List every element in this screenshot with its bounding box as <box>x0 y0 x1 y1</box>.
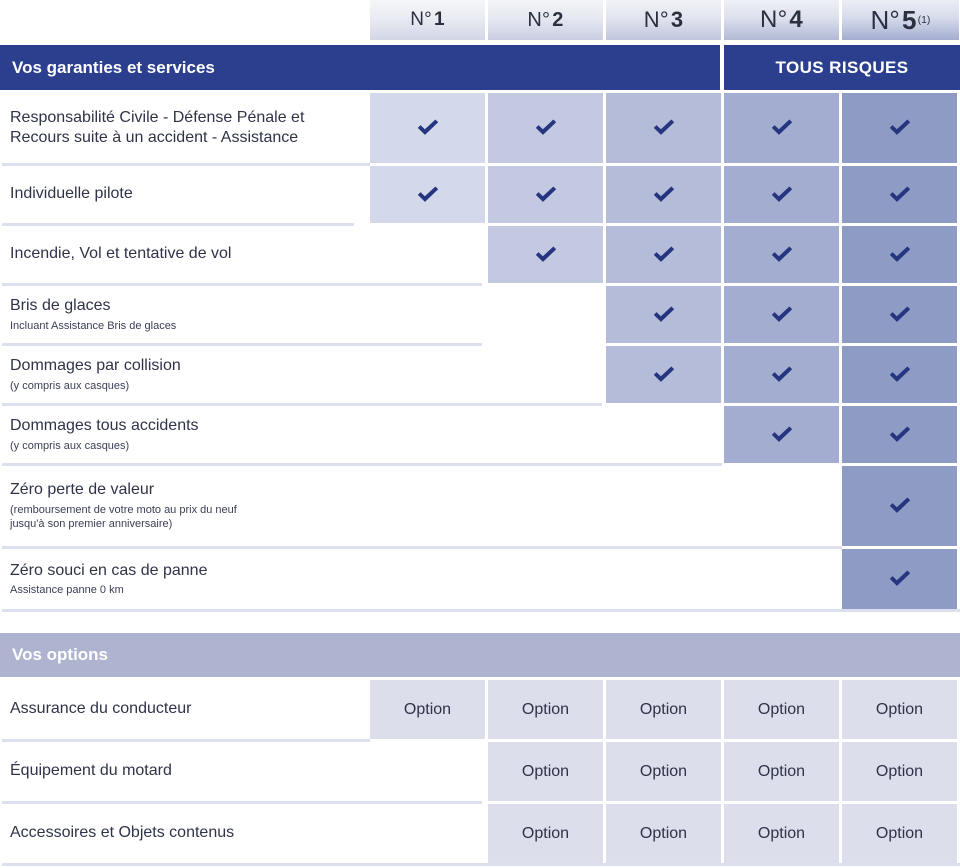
row-sublabel: Incluant Assistance Bris de glaces <box>10 319 177 332</box>
options-title-band <box>0 633 960 677</box>
option-label-cell <box>0 680 370 739</box>
column-header-5 <box>842 0 959 40</box>
check-cell <box>724 346 839 403</box>
check-cell <box>488 226 603 283</box>
option-cell: Option <box>488 742 603 801</box>
empty-cell <box>724 549 839 609</box>
check-icon <box>769 115 795 141</box>
column-header-5-footnote: (1) <box>917 14 931 26</box>
option-label: Équipement du motard <box>10 762 172 780</box>
option-cell: Option <box>842 680 957 739</box>
empty-cell <box>724 466 839 546</box>
tous-risques-badge: TOUS RISQUES <box>724 45 960 90</box>
empty-cell <box>488 549 603 609</box>
column-header-5-number: 5 <box>902 4 917 35</box>
options-title: Vos options <box>0 633 960 677</box>
empty-cell <box>370 406 485 463</box>
check-cell <box>724 93 839 163</box>
check-icon <box>887 422 913 448</box>
column-header-row <box>0 0 960 40</box>
row-sublabel: Assistance panne 0 km <box>10 584 124 597</box>
empty-cell <box>370 466 485 546</box>
column-header-3 <box>606 0 721 40</box>
check-cell <box>842 406 957 463</box>
check-icon <box>533 242 559 268</box>
check-cell <box>370 166 485 223</box>
option-cell: Option <box>370 680 485 739</box>
check-icon <box>651 242 677 268</box>
option-rows <box>0 680 960 863</box>
check-cell <box>488 166 603 223</box>
guarantees-title-band <box>0 45 960 90</box>
row-label: Zéro perte de valeur <box>10 481 155 499</box>
option-label: Assurance du conducteur <box>10 700 192 718</box>
table-row <box>0 226 960 283</box>
row-sublabel-line-2: jusqu'à son premier anniversaire) <box>10 518 173 531</box>
check-cell <box>606 346 721 403</box>
row-label-cell <box>0 93 370 163</box>
empty-cell <box>488 346 603 403</box>
option-cell: Option <box>724 804 839 863</box>
check-icon <box>887 115 913 141</box>
guarantees-title: Vos garanties et services <box>0 45 720 90</box>
option-row <box>0 680 960 739</box>
option-row <box>0 804 960 863</box>
option-row-divider <box>2 863 960 866</box>
empty-cell <box>370 549 485 609</box>
row-label: Zéro souci en cas de panne <box>10 561 208 579</box>
column-header-3-prefix: N° <box>643 7 669 32</box>
row-label: Dommages tous accidents <box>10 417 199 435</box>
row-label-cell <box>0 346 370 403</box>
check-cell <box>606 166 721 223</box>
check-icon <box>415 182 441 208</box>
header-spacer <box>0 0 370 40</box>
option-cell: Option <box>606 680 721 739</box>
column-header-3-number: 3 <box>670 7 684 32</box>
check-cell <box>842 166 957 223</box>
check-icon <box>651 362 677 388</box>
check-icon <box>769 302 795 328</box>
check-cell <box>842 466 957 546</box>
check-cell <box>724 406 839 463</box>
table-row <box>0 286 960 343</box>
option-cell: Option <box>842 742 957 801</box>
check-cell <box>606 93 721 163</box>
table-row <box>0 466 960 546</box>
check-cell <box>724 226 839 283</box>
check-cell <box>842 286 957 343</box>
check-icon <box>533 115 559 141</box>
check-icon <box>769 182 795 208</box>
check-cell <box>842 549 957 609</box>
check-icon <box>887 182 913 208</box>
option-label-cell <box>0 804 370 863</box>
table-row <box>0 346 960 403</box>
check-icon <box>533 182 559 208</box>
empty-cell <box>370 742 485 801</box>
column-header-5-prefix: N° <box>870 4 901 35</box>
guarantee-rows <box>0 93 960 609</box>
check-cell <box>842 346 957 403</box>
row-label-cell <box>0 549 370 609</box>
check-icon <box>769 422 795 448</box>
row-label-cell <box>0 226 370 283</box>
option-cell: Option <box>724 742 839 801</box>
table-row <box>0 406 960 463</box>
option-cell: Option <box>488 680 603 739</box>
column-header-2-number: 2 <box>552 8 564 31</box>
row-label: Incendie, Vol et tentative de vol <box>10 245 232 263</box>
check-icon <box>415 115 441 141</box>
column-header-4-number: 4 <box>789 6 803 33</box>
column-header-4 <box>724 0 839 40</box>
empty-cell <box>606 406 721 463</box>
option-cell: Option <box>724 680 839 739</box>
check-icon <box>887 242 913 268</box>
row-sublabel: (y compris aux casques) <box>10 439 130 452</box>
row-label-line-1: Responsabilité Civile - Défense Pénale et <box>10 108 305 126</box>
row-label: Dommages par collision <box>10 357 181 375</box>
option-cell: Option <box>842 804 957 863</box>
row-label-cell <box>0 406 370 463</box>
option-cell: Option <box>488 804 603 863</box>
check-cell <box>606 286 721 343</box>
check-cell <box>606 226 721 283</box>
check-icon <box>887 362 913 388</box>
row-sublabel-line-1: (remboursement de votre moto au prix du neuf <box>10 503 237 516</box>
row-label-cell <box>0 286 370 343</box>
column-header-2 <box>488 0 603 40</box>
option-row <box>0 742 960 801</box>
check-icon <box>887 566 913 592</box>
check-icon <box>651 115 677 141</box>
row-label-line-2: Recours suite à un accident - Assistance <box>10 129 299 146</box>
column-header-1 <box>370 0 485 40</box>
row-sublabel <box>10 503 362 532</box>
option-label-cell <box>0 742 370 801</box>
table-row <box>0 166 960 223</box>
check-cell <box>724 286 839 343</box>
check-icon <box>887 302 913 328</box>
check-cell <box>724 166 839 223</box>
check-icon <box>651 182 677 208</box>
row-label <box>10 108 362 149</box>
option-cell: Option <box>606 742 721 801</box>
empty-cell <box>370 226 485 283</box>
empty-cell <box>488 286 603 343</box>
check-icon <box>887 493 913 519</box>
row-label: Bris de glaces <box>10 297 111 315</box>
check-icon <box>651 302 677 328</box>
column-header-1-prefix: N° <box>410 9 432 30</box>
column-header-4-prefix: N° <box>760 6 788 33</box>
check-cell <box>370 93 485 163</box>
option-label: Accessoires et Objets contenus <box>10 824 235 842</box>
option-cell: Option <box>606 804 721 863</box>
empty-cell <box>606 466 721 546</box>
empty-cell <box>488 466 603 546</box>
row-label-cell <box>0 466 370 546</box>
empty-cell <box>606 549 721 609</box>
row-label-cell <box>0 166 370 223</box>
empty-cell <box>370 286 485 343</box>
check-cell <box>842 93 957 163</box>
empty-cell <box>488 406 603 463</box>
table-row <box>0 549 960 609</box>
table-row <box>0 93 960 163</box>
row-label: Individuelle pilote <box>10 185 133 203</box>
check-cell <box>488 93 603 163</box>
empty-cell <box>370 346 485 403</box>
check-icon <box>769 362 795 388</box>
empty-cell <box>370 804 485 863</box>
column-header-1-number: 1 <box>433 9 445 30</box>
check-icon <box>769 242 795 268</box>
check-cell <box>842 226 957 283</box>
row-sublabel: (y compris aux casques) <box>10 379 130 392</box>
row-divider <box>2 609 960 612</box>
column-header-2-prefix: N° <box>527 8 551 31</box>
